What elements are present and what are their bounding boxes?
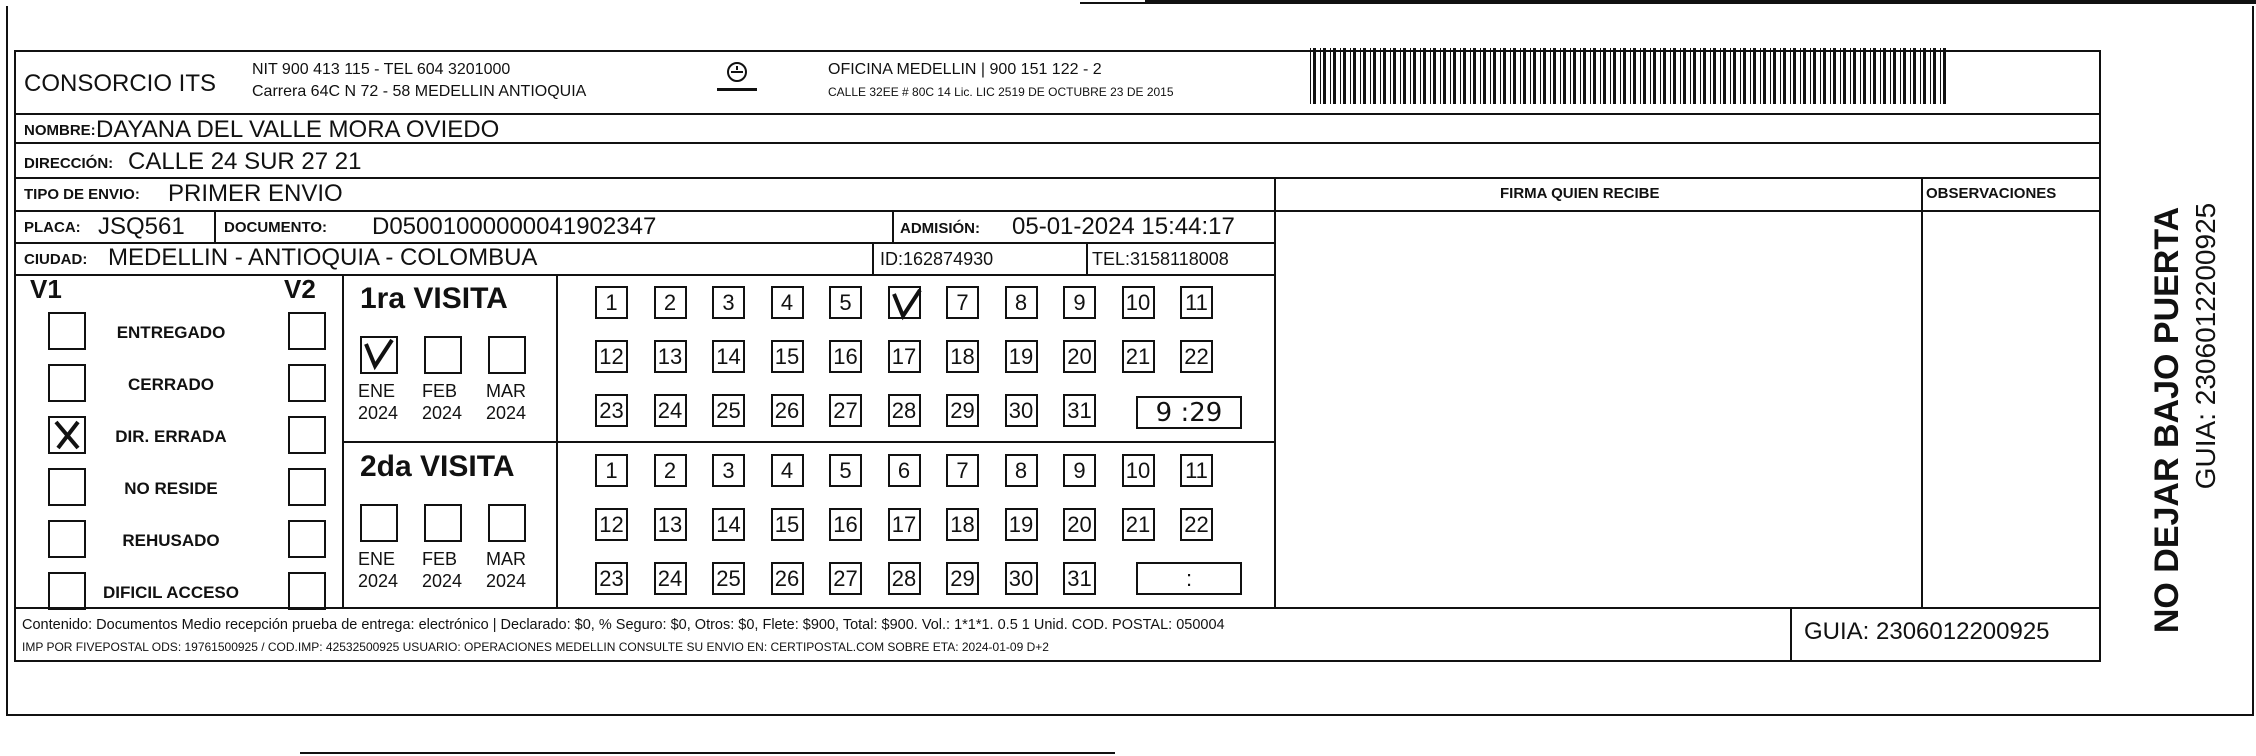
v2-checkbox-cerrado[interactable] — [288, 364, 326, 402]
status-label-rehusado: REHUSADO — [122, 531, 220, 550]
visit1-month-label: FEB — [422, 381, 458, 401]
visit1-day-10[interactable]: 10 — [1122, 286, 1155, 319]
visit1-day-22[interactable]: 22 — [1180, 340, 1213, 373]
tel-divider — [1086, 242, 1088, 274]
visit2-day-27[interactable]: 27 — [829, 562, 862, 595]
status-label-no-reside: NO RESIDE — [124, 479, 218, 498]
footer-guia: GUIA: 2306012200925 — [1804, 618, 2050, 645]
row-divider-2 — [14, 177, 2101, 179]
visit2-day-25[interactable]: 25 — [712, 562, 745, 595]
direccion-value: CALLE 24 SUR 27 21 — [128, 148, 362, 175]
visit1-day-8[interactable]: 8 — [1005, 286, 1038, 319]
visit1-year-label: 2024 — [486, 403, 527, 423]
visit1-day-14[interactable]: 14 — [712, 340, 745, 373]
firma-left-border — [1274, 177, 1276, 607]
status-label-dificil-acceso: DIFICIL ACCESO — [102, 583, 239, 602]
footer-imp-info: IMP POR FIVEPOSTAL ODS: 19761500925 / COD.IMP: 42532500925 USUARIO: OPERACIONES MEDELLIN CONSULTE SU ENVIO EN: CERTIPOSTAL.COM SOBRE ETA: 2024-01-09 D+2 — [22, 640, 1049, 654]
visit2-day-9[interactable]: 9 — [1063, 454, 1096, 487]
visit2-day-17[interactable]: 17 — [888, 508, 921, 541]
visit1-month-checkbox-feb[interactable] — [424, 336, 462, 374]
visit2-day-3[interactable]: 3 — [712, 454, 745, 487]
visit2-day-18[interactable]: 18 — [946, 508, 979, 541]
visit2-day-13[interactable]: 13 — [654, 508, 687, 541]
documento-label: DOCUMENTO: — [224, 219, 328, 236]
v2-checkbox-dir-errada[interactable] — [288, 416, 326, 454]
certipostal-logo — [712, 58, 762, 100]
tipo-envio-value: PRIMER ENVIO — [168, 180, 343, 207]
observaciones-header: OBSERVACIONES — [1926, 185, 2057, 202]
visit1-day-19[interactable]: 19 — [1005, 340, 1038, 373]
visit2-month-checkbox-ene[interactable] — [360, 504, 398, 542]
visit1-year-label: 2024 — [358, 403, 399, 423]
visit1-day-27[interactable]: 27 — [829, 394, 862, 427]
visit1-day-16[interactable]: 16 — [829, 340, 862, 373]
status-label-cerrado: CERRADO — [128, 375, 214, 394]
visit2-day-28[interactable]: 28 — [888, 562, 921, 595]
visit1-time[interactable]: 9 :29 — [1136, 396, 1242, 429]
barcode — [1310, 48, 1950, 104]
v2-checkbox-rehusado[interactable] — [288, 520, 326, 558]
row-divider-3 — [14, 210, 2101, 212]
no-dejar-warning: NO DEJAR BAJO PUERTA — [2148, 206, 2186, 634]
visit1-month-label: MAR — [486, 381, 526, 401]
ciudad-label: CIUDAD: — [24, 251, 88, 268]
visit2-month-label: FEB — [422, 549, 458, 569]
firma-header: FIRMA QUIEN RECIBE — [1500, 185, 1660, 202]
visit2-day-10[interactable]: 10 — [1122, 454, 1155, 487]
visit2-day-20[interactable]: 20 — [1063, 508, 1096, 541]
visit1-day-21[interactable]: 21 — [1122, 340, 1155, 373]
visit1-day-23[interactable]: 23 — [595, 394, 628, 427]
visit2-year-label: 2024 — [486, 571, 527, 591]
visit2-day-1[interactable]: 1 — [595, 454, 628, 487]
visit1-day-20[interactable]: 20 — [1063, 340, 1096, 373]
placa-value: JSQ561 — [98, 213, 185, 240]
visit1-day-26[interactable]: 26 — [771, 394, 804, 427]
visit2-day-12[interactable]: 12 — [595, 508, 628, 541]
v1-header: V1 — [30, 274, 62, 304]
visit2-title: 2da VISITA — [360, 450, 515, 483]
visit1-day-30[interactable]: 30 — [1005, 394, 1038, 427]
v2-header: V2 — [284, 274, 316, 304]
id-divider — [872, 242, 874, 274]
footer-guia-divider — [1790, 607, 1792, 662]
visit2-day-23[interactable]: 23 — [595, 562, 628, 595]
visit1-day-2[interactable]: 2 — [654, 286, 687, 319]
visit2-day-19[interactable]: 19 — [1005, 508, 1038, 541]
visit-divider — [342, 441, 1274, 443]
side-guia: GUIA: 2306012200925 — [2190, 202, 2221, 490]
visit1-day-4[interactable]: 4 — [771, 286, 804, 319]
admision-divider — [892, 210, 894, 242]
placa-divider — [214, 210, 216, 242]
visit2-month-checkbox-feb[interactable] — [424, 504, 462, 542]
top-edge-line-2 — [1080, 2, 2256, 4]
v2-checkbox-entregado[interactable] — [288, 312, 326, 350]
v2-checkbox-dificil-acceso[interactable] — [288, 572, 326, 610]
tel-label: TEL: — [1092, 249, 1131, 269]
visit1-day-18[interactable]: 18 — [946, 340, 979, 373]
nombre-label: NOMBRE: — [24, 122, 96, 139]
visit1-day-28[interactable]: 28 — [888, 394, 921, 427]
visit1-month-label: ENE — [358, 381, 396, 401]
visit1-day-11[interactable]: 11 — [1180, 286, 1213, 319]
row-divider-5 — [14, 274, 1274, 276]
tipo-envio-label: TIPO DE ENVIO: — [24, 186, 140, 203]
header-divider — [14, 113, 2101, 115]
visit1-month-checkbox-mar[interactable] — [488, 336, 526, 374]
direccion-label: DIRECCIÓN: — [24, 155, 114, 172]
office-license: CALLE 32EE # 80C 14 Lic. LIC 2519 DE OCTUBRE 23 DE 2015 — [828, 85, 1174, 99]
visit2-day-14[interactable]: 14 — [712, 508, 745, 541]
visit1-day-9[interactable]: 9 — [1063, 286, 1096, 319]
admision-label: ADMISIÓN: — [900, 220, 980, 237]
visit2-day-21[interactable]: 21 — [1122, 508, 1155, 541]
obs-left-border — [1921, 177, 1923, 607]
visit2-day-30[interactable]: 30 — [1005, 562, 1038, 595]
documento-value: D05001000000041902347 — [372, 213, 657, 240]
visit1-day-25[interactable]: 25 — [712, 394, 745, 427]
v2-checkbox-no-reside[interactable] — [288, 468, 326, 506]
visit1-day-6[interactable] — [888, 286, 921, 319]
visit2-year-label: 2024 — [358, 571, 399, 591]
visit2-day-7[interactable]: 7 — [946, 454, 979, 487]
company-nit: NIT 900 413 115 - TEL 604 3201000 — [252, 61, 511, 78]
visit2-month-label: ENE — [358, 549, 396, 569]
visit1-day-5[interactable]: 5 — [829, 286, 862, 319]
ciudad-value: MEDELLIN - ANTIOQUIA - COLOMBUA — [108, 244, 538, 271]
visit1-day-7[interactable]: 7 — [946, 286, 979, 319]
footer-divider — [14, 607, 2101, 609]
visit1-day-3[interactable]: 3 — [712, 286, 745, 319]
placa-label: PLACA: — [24, 219, 81, 236]
visit1-day-15[interactable]: 15 — [771, 340, 804, 373]
visit2-month-label: MAR — [486, 549, 526, 569]
footer-contents: Contenido: Documentos Medio recepción prueba de entrega: electrónico | Declarado: $0, % Seguro: $0, Otros: $0, Flete: $900, Total: $900. Vol.: 1*1*1. 0.5 1 Unid. COD. POSTAL: 050004 — [22, 617, 1225, 633]
admision-value: 05-01-2024 15:44:17 — [1012, 213, 1235, 240]
visit2-day-24[interactable]: 24 — [654, 562, 687, 595]
visit2-time[interactable]: : — [1136, 562, 1242, 595]
tel-value: 3158118008 — [1130, 249, 1229, 269]
visit1-day-1[interactable]: 1 — [595, 286, 628, 319]
visit1-title: 1ra VISITA — [360, 282, 508, 315]
visit2-day-26[interactable]: 26 — [771, 562, 804, 595]
visit2-day-8[interactable]: 8 — [1005, 454, 1038, 487]
visit2-day-31[interactable]: 31 — [1063, 562, 1096, 595]
visit2-day-22[interactable]: 22 — [1180, 508, 1213, 541]
visit1-day-24[interactable]: 24 — [654, 394, 687, 427]
id-label: ID: — [880, 249, 904, 269]
visit2-day-4[interactable]: 4 — [771, 454, 804, 487]
visit2-year-label: 2024 — [422, 571, 463, 591]
status-label-dir-errada: DIR. ERRADA — [115, 427, 227, 446]
visit2-day-16[interactable]: 16 — [829, 508, 862, 541]
id-value: 162874930 — [903, 249, 994, 269]
visit1-month-checkbox-ene[interactable] — [360, 336, 398, 374]
visit2-day-6[interactable]: 6 — [888, 454, 921, 487]
company-address: Carrera 64C N 72 - 58 MEDELLIN ANTIOQUIA — [252, 83, 587, 100]
visit1-day-13[interactable]: 13 — [654, 340, 687, 373]
visit2-month-checkbox-mar[interactable] — [488, 504, 526, 542]
visit2-day-29[interactable]: 29 — [946, 562, 979, 595]
visit2-day-5[interactable]: 5 — [829, 454, 862, 487]
visit1-year-label: 2024 — [422, 403, 463, 423]
visit1-day-31[interactable]: 31 — [1063, 394, 1096, 427]
visit1-day-29[interactable]: 29 — [946, 394, 979, 427]
visit2-day-2[interactable]: 2 — [654, 454, 687, 487]
visit1-day-12[interactable]: 12 — [595, 340, 628, 373]
bottom-edge-line — [300, 752, 1115, 754]
status-label-entregado: ENTREGADO — [116, 323, 226, 342]
visit2-day-11[interactable]: 11 — [1180, 454, 1213, 487]
company-name: CONSORCIO ITS — [24, 70, 217, 97]
visit2-day-15[interactable]: 15 — [771, 508, 804, 541]
visit1-day-17[interactable]: 17 — [888, 340, 921, 373]
nombre-value: DAYANA DEL VALLE MORA OVIEDO — [96, 116, 500, 143]
office-info: OFICINA MEDELLIN | 900 151 122 - 2 — [828, 61, 1102, 78]
